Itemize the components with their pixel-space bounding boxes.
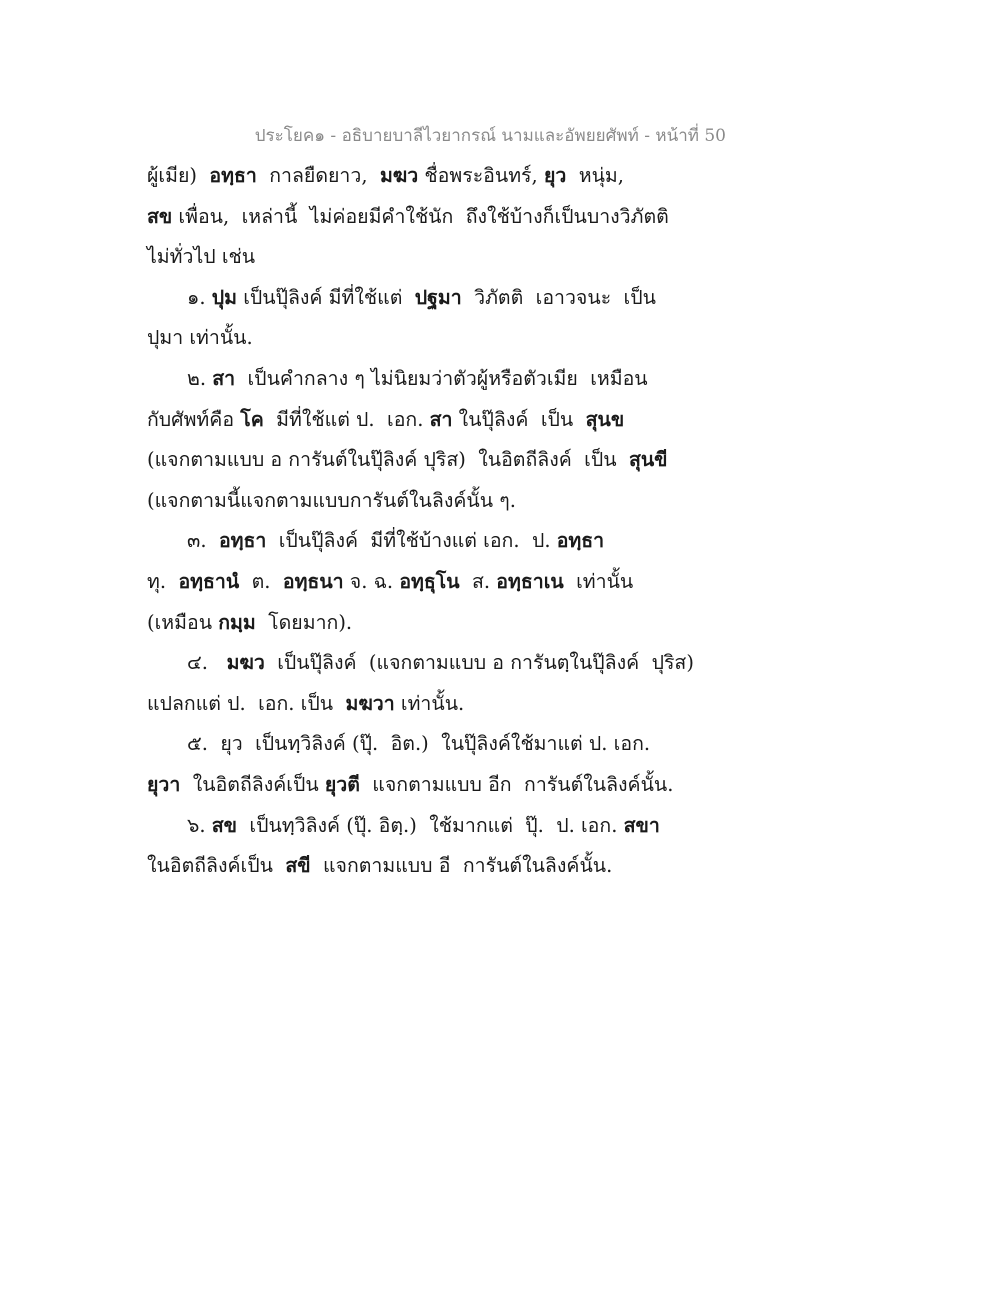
pali-term: สุนข [585, 407, 625, 431]
pali-term: อทฺธนา [282, 569, 344, 593]
pali-term: สขี [285, 854, 311, 878]
text-segment: ไม่ทั่วไป เช่น [147, 245, 256, 269]
text-line [147, 197, 707, 238]
text-line [147, 481, 707, 522]
pali-term: สขา [623, 813, 660, 837]
pali-term: สา [429, 407, 453, 431]
page-header: ประโยค๑ - อธิบายบาลีไวยากรณ์ นามและอัพยยศัพท์ - หน้าที่ 50 [254, 126, 726, 146]
text-segment: ในอิตถีลิงค์เป็น [147, 854, 286, 878]
paragraph-first-line [147, 806, 707, 847]
pali-term: อทฺธา [209, 164, 257, 187]
text-segment: ชื่อพระอินทร์, [418, 164, 544, 187]
text-segment: ๔. [187, 651, 227, 675]
text-segment: (แจกตามแบบ อ การันต์ในปุ๊ลิงค์ ปุริส) ในอิตถีลิงค์ เป็น [147, 448, 629, 472]
pali-term: ยุวตี [324, 772, 360, 796]
text-line [147, 684, 707, 725]
text-segment: แจกตามแบบ อีก การันต์ในลิงค์นั้น. [359, 772, 674, 796]
text-segment: กับศัพท์คือ [147, 407, 241, 431]
text-line [147, 440, 707, 481]
text-segment: ๒. [187, 366, 213, 390]
pali-term: สุนขี [628, 448, 668, 472]
pali-term: อทฺธา [218, 529, 267, 553]
text-segment: ๑. [187, 285, 212, 309]
text-segment: ๓. [187, 529, 219, 553]
text-line [147, 318, 707, 359]
text-segment: ปุมา เท่านั้น. [147, 326, 253, 350]
pali-term: ยุวา [147, 772, 181, 796]
paragraph-first-line [147, 278, 707, 319]
text-segment: จ. ฉ. [343, 569, 400, 593]
text-line [147, 400, 707, 441]
pali-term: ปฐมา [414, 285, 462, 309]
text-segment: เพื่อน, เหล่านี้ ไม่ค่อยมีคำใช้นัก ถึงใช้บ้างก็เป็นบางวิภัตติ [172, 204, 669, 228]
pali-term: อทฺธุโน [399, 569, 460, 593]
text-segment: แจกตามแบบ อี การันต์ในลิงค์นั้น. [310, 854, 613, 878]
text-segment: เป็นทฺวิลิงค์ (ปุ๊. อิตฺ.) ใช้มากแต่ ปุ๊. ป. เอก. [237, 813, 624, 837]
paragraph-first-line [147, 359, 707, 400]
pali-term: อทฺธา [556, 529, 605, 553]
text-segment: วิภัตติ เอาวจนะ เป็น [461, 285, 656, 309]
text-segment: เท่านั้น. [394, 691, 465, 715]
text-segment: เป็นปุ๊ลิงค์ (แจกตามแบบ อ การันตฺในปุ๊ลิงค์ ปุริส) [264, 651, 694, 675]
text-segment: โดยมาก). [255, 610, 353, 634]
paragraph-first-line [147, 724, 707, 765]
text-segment: เท่านั้น [563, 569, 634, 593]
text-segment: ส. [459, 569, 497, 593]
text-segment: ผู้เมีย) [147, 164, 210, 187]
paragraph-first-line [147, 643, 707, 684]
text-segment: ๕. ยุว เป็นทฺวิลิงค์ (ปุ๊. อิต.) ในปุ๊ลิงค์ใช้มาแต่ ป. เอก. [187, 732, 651, 756]
text-segment: (เหมือน [147, 610, 219, 634]
pali-term: ยุว [543, 164, 567, 187]
text-segment: มีที่ใช้แต่ ป. เอก. [263, 407, 430, 431]
text-segment: เป็นปุ๊ลิงค์ มีที่ใช้แต่ [237, 285, 415, 309]
text-segment: หนุ่ม, [566, 164, 624, 187]
text-line [147, 846, 707, 887]
text-segment: เป็นปุ๊ลิงค์ มีที่ใช้บ้างแต่ เอก. ป. [266, 529, 557, 553]
text-line [147, 562, 707, 603]
text-line [147, 156, 707, 197]
text-segment: ทุ. [147, 569, 179, 593]
pali-term: สข [147, 204, 173, 228]
pali-term: มฆว [379, 164, 419, 187]
text-line [147, 603, 707, 644]
pali-term: มฆวา [345, 691, 395, 715]
pali-term: สา [212, 366, 236, 390]
pali-term: อทฺธาเน [496, 569, 564, 593]
text-segment: แปลกแต่ ป. เอก. เป็น [147, 691, 346, 715]
text-segment: ในอิตถีลิงค์เป็น [180, 772, 325, 796]
pali-term: ปุม [211, 285, 238, 309]
text-line [147, 237, 707, 278]
paragraph-first-line [147, 521, 707, 562]
pali-term: มฆว [226, 651, 265, 675]
pali-term: โค [240, 407, 264, 431]
text-segment: กาลยืดยาว, [256, 164, 380, 187]
pali-term: กมฺม [218, 610, 256, 634]
text-segment: ในปุ๊ลิงค์ เป็น [452, 407, 586, 431]
text-segment: (แจกตามนี้แจกตามแบบการันต์ในลิงค์นั้น ๆ. [147, 488, 516, 512]
text-segment: ต. [239, 569, 283, 593]
body-text [147, 156, 707, 887]
text-segment: เป็นคำกลาง ๆ ไม่นิยมว่าตัวผู้หรือตัวเมีย เหมือน [235, 366, 648, 390]
pali-term: สข [211, 813, 238, 837]
text-segment: ๖. [187, 813, 212, 837]
pali-term: อทฺธานํ [178, 569, 240, 593]
text-line [147, 765, 707, 806]
